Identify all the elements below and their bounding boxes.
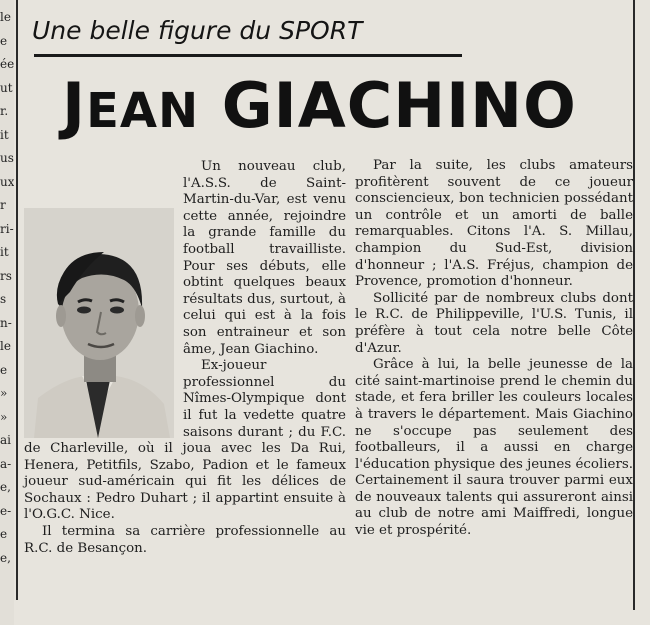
previous-column-fragment: n- [0,315,12,330]
previous-column-fragment: r. [0,104,9,118]
previous-column-fragment: rs [0,268,12,283]
portrait-photo [24,208,174,438]
previous-column-fragment: ri- [0,221,14,236]
previous-column-fragment: e, [0,480,11,494]
previous-column-fragment: » [0,409,8,424]
headline-first-rest: EAN [86,83,200,139]
column-2-paragraph: Grâce à lui, la belle jeunesse de la cité saint-martinoise prend le chemin du stade, et fera briller les couleurs locales à travers le département. Mais Giachino ne s'occupe pas seulement des footballeurs, il a aussi en charge l'éducation physique des jeunes écoliers. Certainement il saura trouver parmi eux de nouveaux talents qui assureront ainsi au club de notre ami Maiffredi, longue vie et prospérité. [355,357,633,539]
previous-column-fragment: le [0,339,11,353]
column-2-text [355,158,633,540]
column-1-paragraph: Ex-joueur professionnel du Nîmes-Olympique dont il fut la vedette quatre saisons durant ; du F.C. de Charleville, où il joua avec les Da Rui, Henera, Petitfils, Szabo, Padion et le fameux joueur sud-américain qui fit les délices de Sochaux : Pedro Duhart ; il appartint ensuite à l'O.G.C. Nice. [24,358,346,523]
previous-column-fragment: ut [0,80,13,95]
previous-column-fragment: e [0,33,8,48]
headline-last-name: GIACHINO [221,69,577,142]
previous-column-fragment: e [0,527,8,541]
previous-column-fragment: e [0,362,8,377]
previous-column-fragment: » [0,386,8,400]
previous-column-fragment: it [0,245,9,259]
right-column-rule [633,0,635,610]
previous-column-fragment: ée [0,57,14,71]
headline-first-initial: J [62,69,87,142]
column-2-paragraph: Par la suite, les clubs amateurs profitèrent souvent de ce joueur consciencieux, bon technicien possédant un contrôle et un amorti de balle remarquables. Citons l'A. S. Millau, champion du Sud-Est, division d'honneur ; l'A.S. Fréjus, champion de Provence, promotion d'honneur. [355,158,633,290]
previous-column-fragment: e, [0,550,11,565]
article-column-1 [24,159,346,557]
previous-column-fragment: us [0,151,14,165]
kicker-underline [34,54,462,57]
previous-column-fragment: s [0,292,7,306]
kicker-title: Une belle figure du SPORT [32,16,363,45]
headline [62,70,577,147]
left-column-rule [16,0,18,600]
previous-column-fragment: a- [0,456,12,471]
previous-column-fragment: r [0,198,6,212]
previous-column-fragment: le [0,10,11,24]
column-1-paragraph: Un nouveau club, l'A.S.S. de Saint-Martin-du-Var, est venu cette année, rejoindre la grande famille du football travailliste. Pour ses débuts, elle obtint quelques beaux résultats dus, surtout, à celui qui est à la fois son entraineur et son âme, Jean Giachino. [183,159,346,357]
article-column-2 [355,158,633,540]
previous-column-fragment: ux [0,174,14,189]
previous-column-fragment: e- [0,503,12,518]
column-2-paragraph: Sollicité par de nombreux clubs dont le R.C. de Philippeville, l'U.S. Tunis, il préfère à tout cela notre belle Côte d'Azur. [355,290,633,356]
previous-column-fragment: it [0,127,9,142]
column-1-paragraph: Il termina sa carrière professionnelle au R.C. de Besançon. [24,524,346,556]
previous-column-fragment: ai [0,433,11,447]
